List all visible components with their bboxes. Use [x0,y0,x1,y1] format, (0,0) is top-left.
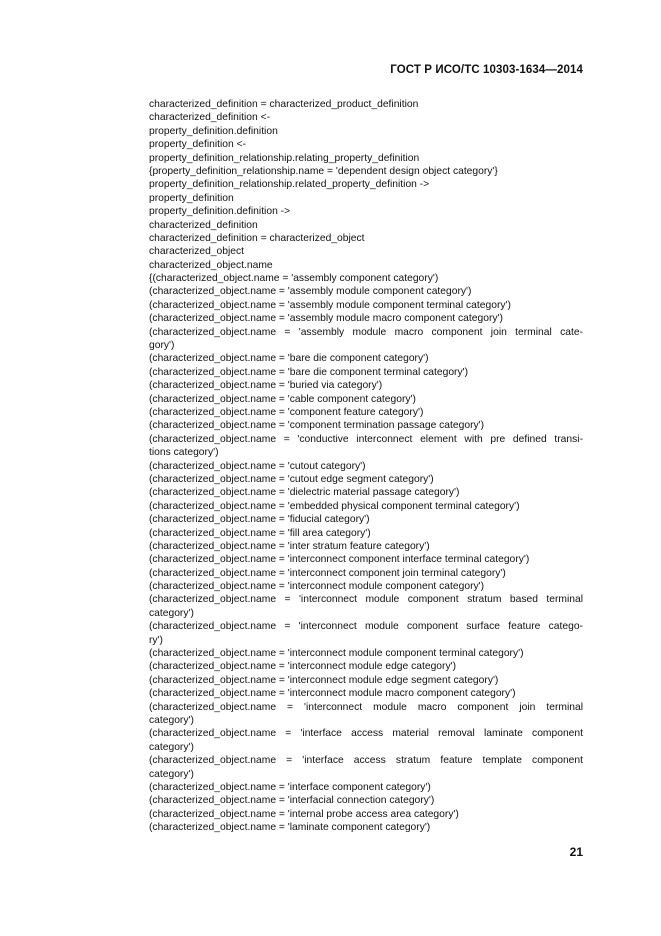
text-line: characterized_definition [149,219,258,231]
text-line: (characterized_object.name = 'interconnect module macro component join terminal [149,701,583,713]
text-line: (characterized_object.name = 'dielectric material passage category') [149,487,460,499]
text-line: characterized_definition <- [149,112,271,124]
text-line: (characterized_object.name = 'interconnect module component surface feature catego- [149,621,583,633]
text-line: (characterized_object.name = 'conductive interconnect element with pre defined transi- [149,433,583,445]
text-line: (characterized_object.name = 'inter stratum feature category') [149,540,430,552]
page-number: 21 [569,845,583,859]
text-line: (characterized_object.name = 'component feature category') [149,406,424,418]
text-line: (characterized_object.name = 'interconnect component interface terminal category') [149,554,530,566]
text-line: (characterized_object.name = 'assembly module component terminal category') [149,299,511,311]
text-line: (characterized_object.name = 'interconnect module component stratum based terminal [149,594,583,606]
text-line: (characterized_object.name = 'interfacial connection category') [149,795,435,807]
text-line: property_definition_relationship.related_property_definition -> [149,179,430,191]
text-line: gory') [149,340,175,352]
text-line: (characterized_object.name = 'buried via category') [149,380,383,392]
text-line: ry') [149,634,163,646]
text-line: {(characterized_object.name = 'assembly component category') [149,273,439,285]
text-line: (characterized_object.name = 'interface access material removal laminate component [149,728,583,740]
text-line: property_definition.definition -> [149,206,291,218]
text-line: (characterized_object.name = 'interconnect module macro component category') [149,688,516,700]
text-line: category') [149,607,194,619]
text-line: category') [149,768,194,780]
text-line: property_definition <- [149,139,247,151]
text-line: characterized_definition = characterized_object [149,232,365,244]
text-line: property_definition_relationship.relating_property_definition [149,152,420,164]
text-line: (characterized_object.name = 'laminate component category') [149,822,431,834]
mapping-specification-text [149,98,583,834]
text-line: (characterized_object.name = 'interface access stratum feature template component [149,755,583,767]
text-line: (characterized_object.name = 'bare die component terminal category') [149,366,469,378]
text-line: (characterized_object.name = 'interconnect component join terminal category') [149,567,506,579]
text-line: (characterized_object.name = 'embedded physical component terminal category') [149,500,520,512]
text-line: property_definition.definition [149,125,278,137]
text-line: (characterized_object.name = 'component termination passage category') [149,420,485,432]
text-line: {property_definition_relationship.name = 'dependent design object category'} [149,165,498,177]
text-line: (characterized_object.name = 'interface component category') [149,781,431,793]
text-line: (characterized_object.name = 'fiducial category') [149,514,370,526]
text-line: (characterized_object.name = 'assembly module macro component join terminal cate- [149,326,583,338]
text-line: category') [149,741,194,753]
text-line: (characterized_object.name = 'interconnect module edge category') [149,661,457,673]
text-line: (characterized_object.name = 'cable component category') [149,393,416,405]
text-line: (characterized_object.name = 'fill area category') [149,527,371,539]
text-line: (characterized_object.name = 'assembly module component category') [149,286,472,298]
text-line: tions category') [149,447,219,459]
text-line: category') [149,714,194,726]
text-line: (characterized_object.name = 'interconnect module edge segment category') [149,674,499,686]
text-line: (characterized_object.name = 'internal probe access area category') [149,808,459,820]
text-line: (characterized_object.name = 'cutout category') [149,460,366,472]
text-line: characterized_definition = characterized_product_definition [149,99,419,110]
text-line: (characterized_object.name = 'interconnect module component terminal category') [149,648,524,660]
text-line: (characterized_object.name = 'cutout edge segment category') [149,473,434,485]
text-line: characterized_object.name [149,259,273,271]
page-header-document-code: ГОСТ Р ИСО/ТС 10303-1634—2014 [390,64,583,76]
text-line: property_definition [149,192,234,204]
text-line: characterized_object [149,246,245,258]
text-line: (characterized_object.name = 'assembly module macro component category') [149,313,503,325]
text-line: (characterized_object.name = 'interconnect module component category') [149,581,485,593]
text-line: (characterized_object.name = 'bare die component category') [149,353,429,365]
